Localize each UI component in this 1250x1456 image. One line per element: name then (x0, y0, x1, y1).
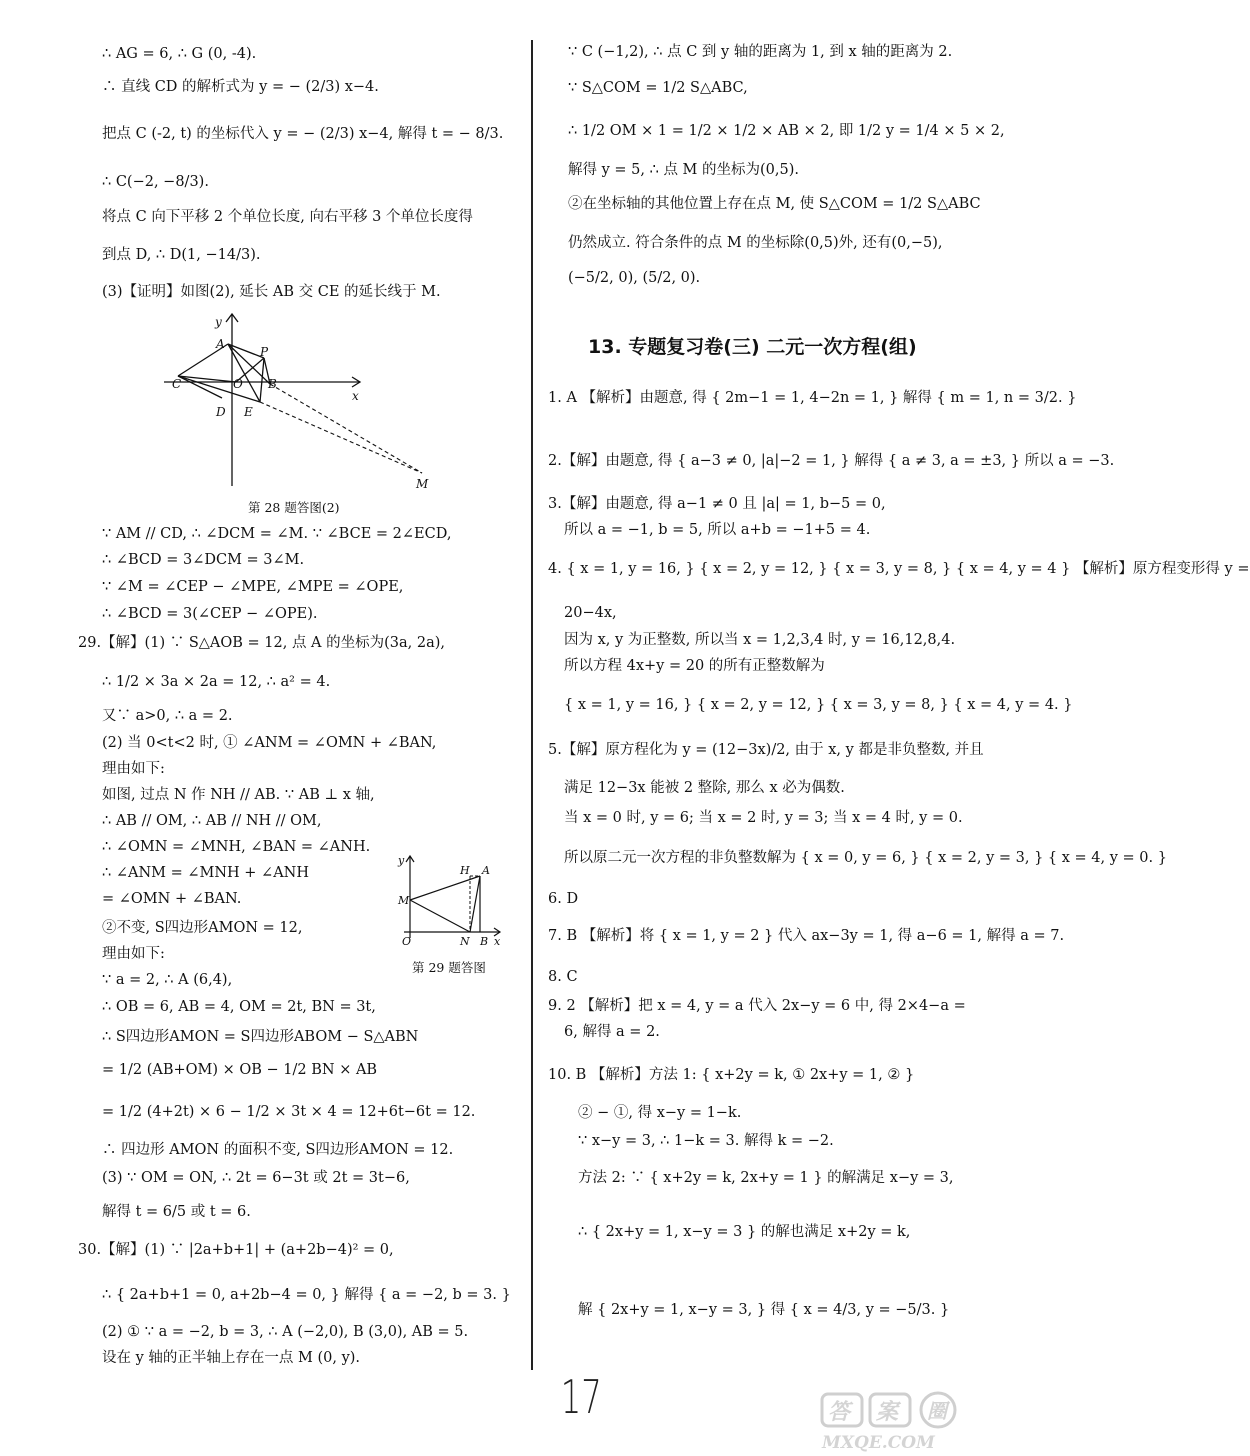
text-line: 7. B 【解析】将 { x = 1, y = 2 } 代入 ax−3y = 1, 得 a−6 = 1, 解得 a = 7. (548, 928, 1065, 944)
fig28-label-p: P (260, 345, 269, 359)
text-line: ② − ①, 得 x−y = 1−k. (578, 1105, 742, 1121)
text-line: 把点 C (-2, t) 的坐标代入 y = − (2/3) x−4, 解得 t = − 8/3. (102, 126, 504, 142)
text-line: (−5/2, 0), (5/2, 0). (568, 270, 701, 286)
svg-text:案: 案 (876, 1399, 899, 1425)
text-line: ∴ { 2a+b+1 = 0, a+2b−4 = 0, } 解得 { a = −2, b = 3. } (102, 1287, 511, 1303)
text-line: ∴ 1/2 OM × 1 = 1/2 × 1/2 × AB × 2, 即 1/2 y = 1/4 × 5 × 2, (568, 123, 1005, 139)
fig29-label-a: A (482, 864, 490, 877)
text-line: ∵ AM // CD, ∴ ∠DCM = ∠M. ∵ ∠BCE = 2∠ECD, (102, 526, 452, 542)
text-line: 当 x = 0 时, y = 6; 当 x = 2 时, y = 3; 当 x = 4 时, y = 0. (564, 810, 963, 826)
text-line: ∴ ∠ANM = ∠MNH + ∠ANH (102, 865, 310, 881)
text-line: 到点 D, ∴ D(1, −14/3). (102, 247, 261, 263)
text-line: ∴ AG = 6, ∴ G (0, -4). (102, 46, 257, 62)
text-line: 30.【解】(1) ∵ |2a+b+1| + (a+2b−4)² = 0, (78, 1242, 394, 1258)
fig28-label-o: O (233, 377, 243, 391)
text-line: 9. 2 【解析】把 x = 4, y = a 代入 2x−y = 6 中, 得 2×4−a = (548, 998, 966, 1014)
text-line: ∴ AB // OM, ∴ AB // NH // OM, (102, 813, 322, 829)
fig29-label-b: B (480, 935, 489, 948)
text-line: 解得 y = 5, ∴ 点 M 的坐标为(0,5). (568, 162, 799, 178)
text-line: 解得 t = 6/5 或 t = 6. (102, 1204, 251, 1220)
fig28-label-d: D (216, 405, 226, 419)
text-line: ∴ C(−2, −8/3). (102, 174, 209, 190)
handwritten-page-number: 17 (560, 1370, 602, 1424)
text-line: ∴ { 2x+y = 1, x−y = 3 } 的解也满足 x+2y = k, (578, 1224, 911, 1240)
text-line: 设在 y 轴的正半轴上存在一点 M (0, y). (102, 1350, 361, 1366)
svg-text:MXQE.COM: MXQE.COM (822, 1433, 935, 1453)
text-line: 2.【解】由题意, 得 { a−3 ≠ 0, |a|−2 = 1, } 解得 { a ≠ 3, a = ±3, } 所以 a = −3. (548, 453, 1115, 469)
text-line: ∴ OB = 6, AB = 4, OM = 2t, BN = 3t, (102, 999, 376, 1015)
figure-29-caption: 第 29 题答图 (412, 960, 486, 975)
fig29-label-n: N (460, 935, 470, 948)
figure-29-diagram (394, 852, 506, 950)
text-line: 5.【解】原方程化为 y = (12−3x)/2, 由于 x, y 都是非负整数, 并且 (548, 742, 984, 758)
fig28-label-e: E (244, 405, 253, 419)
column-divider (531, 40, 533, 1370)
fig28-label-x: x (352, 389, 359, 403)
text-line: 6. D (548, 891, 579, 907)
text-line: 因为 x, y 为正整数, 所以当 x = 1,2,3,4 时, y = 16,12,8,4. (564, 632, 956, 648)
svg-text:答: 答 (828, 1399, 851, 1425)
section-title: 13. 专题复习卷(三) 二元一次方程(组) (588, 336, 917, 358)
text-line: ∴ ∠BCD = 3(∠CEP − ∠OPE). (102, 606, 318, 622)
text-line: = 1/2 (4+2t) × 6 − 1/2 × 3t × 4 = 12+6t−6t = 12. (102, 1104, 476, 1120)
fig29-label-h: H (460, 864, 470, 877)
fig28-label-b: B (268, 377, 277, 391)
text-line: 又∵ a>0, ∴ a = 2. (102, 708, 233, 724)
text-line: 将点 C 向下平移 2 个单位长度, 向右平移 3 个单位长度得 (102, 209, 473, 225)
figure-28-caption: 第 28 题答图(2) (248, 500, 340, 515)
text-line: 所以方程 4x+y = 20 的所有正整数解为 (564, 658, 825, 674)
fig28-label-a: A (216, 337, 225, 351)
text-line: = 1/2 (AB+OM) × OB − 1/2 BN × AB (102, 1062, 378, 1078)
text-line: ∴ 直线 CD 的解析式为 y = − (2/3) x−4. (102, 79, 379, 95)
text-line: 如图, 过点 N 作 NH // AB. ∵ AB ⊥ x 轴, (102, 787, 375, 803)
text-line: 3.【解】由题意, 得 a−1 ≠ 0 且 |a| = 1, b−5 = 0, (548, 496, 886, 512)
text-line: 理由如下: (102, 946, 165, 962)
fig29-label-x: x (494, 935, 501, 948)
text-line: ∵ x−y = 3, ∴ 1−k = 3. 解得 k = −2. (578, 1133, 834, 1149)
text-line: ∴ 四边形 AMON 的面积不变, S四边形AMON = 12. (102, 1142, 454, 1158)
text-line: 理由如下: (102, 761, 165, 777)
text-line: (3) ∵ OM = ON, ∴ 2t = 6−3t 或 2t = 3t−6, (102, 1170, 410, 1186)
text-line: ∴ ∠BCD = 3∠DCM = 3∠M. (102, 552, 305, 568)
text-line: 仍然成立. 符合条件的点 M 的坐标除(0,5)外, 还有(0,−5), (568, 235, 943, 251)
text-line: ∵ S△COM = 1/2 S△ABC, (568, 80, 748, 96)
text-line: ∵ a = 2, ∴ A (6,4), (102, 972, 233, 988)
text-line: ②在坐标轴的其他位置上存在点 M, 使 S△COM = 1/2 S△ABC (568, 196, 981, 212)
text-line: 解 { 2x+y = 1, x−y = 3, } 得 { x = 4/3, y = −5/3. } (578, 1302, 950, 1318)
text-line: 1. A 【解析】由题意, 得 { 2m−1 = 1, 4−2n = 1, } 解得 { m = 1, n = 3/2. } (548, 390, 1077, 406)
text-line: 方法 2: ∵ { x+2y = k, 2x+y = 1 } 的解满足 x−y = 3, (578, 1170, 954, 1186)
watermark-logo (818, 1388, 994, 1452)
text-line: ∴ 1/2 × 3a × 2a = 12, ∴ a² = 4. (102, 674, 331, 690)
text-line: ②不变, S四边形AMON = 12, (102, 920, 303, 936)
fig29-label-o: O (402, 935, 412, 948)
text-line: 6, 解得 a = 2. (564, 1024, 660, 1040)
text-line: ∵ ∠M = ∠CEP − ∠MPE, ∠MPE = ∠OPE, (102, 579, 404, 595)
text-line: 所以原二元一次方程的非负整数解为 { x = 0, y = 6, } { x = 2, y = 3, } { x = 4, y = 0. } (564, 850, 1167, 866)
fig28-label-y: y (215, 315, 222, 329)
text-line: 10. B 【解析】方法 1: { x+2y = k, ① 2x+y = 1, ② } (548, 1067, 915, 1083)
text-line: { x = 1, y = 16, } { x = 2, y = 12, } { x = 3, y = 8, } { x = 4, y = 4. } (564, 697, 1073, 713)
text-line: ∵ C (−1,2), ∴ 点 C 到 y 轴的距离为 1, 到 x 轴的距离为 2. (568, 44, 953, 60)
text-line: (2) 当 0<t<2 时, ① ∠ANM = ∠OMN + ∠BAN, (102, 735, 437, 751)
text-line: = ∠OMN + ∠BAN. (102, 891, 242, 907)
text-line: 满足 12−3x 能被 2 整除, 那么 x 必为偶数. (564, 780, 845, 796)
fig29-label-m: M (398, 894, 410, 907)
figure-28-diagram (160, 308, 460, 493)
fig29-label-y: y (398, 854, 405, 867)
text-line: (3)【证明】如图(2), 延长 AB 交 CE 的延长线于 M. (102, 284, 441, 300)
svg-text:圈: 圈 (927, 1399, 947, 1423)
text-line: 4. { x = 1, y = 16, } { x = 2, y = 12, } { x = 3, y = 8, } { x = 4, y = 4 } 【解析】原方程变形得 y = (548, 561, 1250, 577)
text-line: 20−4x, (564, 605, 617, 621)
fig28-label-m: M (416, 477, 429, 491)
text-line: 8. C (548, 969, 578, 985)
text-line: ∴ S四边形AMON = S四边形ABOM − S△ABN (102, 1029, 419, 1045)
text-line: ∴ ∠OMN = ∠MNH, ∠BAN = ∠ANH. (102, 839, 371, 855)
text-line: 所以 a = −1, b = 5, 所以 a+b = −1+5 = 4. (564, 522, 871, 538)
text-line: (2) ① ∵ a = −2, b = 3, ∴ A (−2,0), B (3,0), AB = 5. (102, 1324, 469, 1340)
fig28-label-c: C (172, 377, 182, 391)
text-line: 29.【解】(1) ∵ S△AOB = 12, 点 A 的坐标为(3a, 2a), (78, 635, 446, 651)
